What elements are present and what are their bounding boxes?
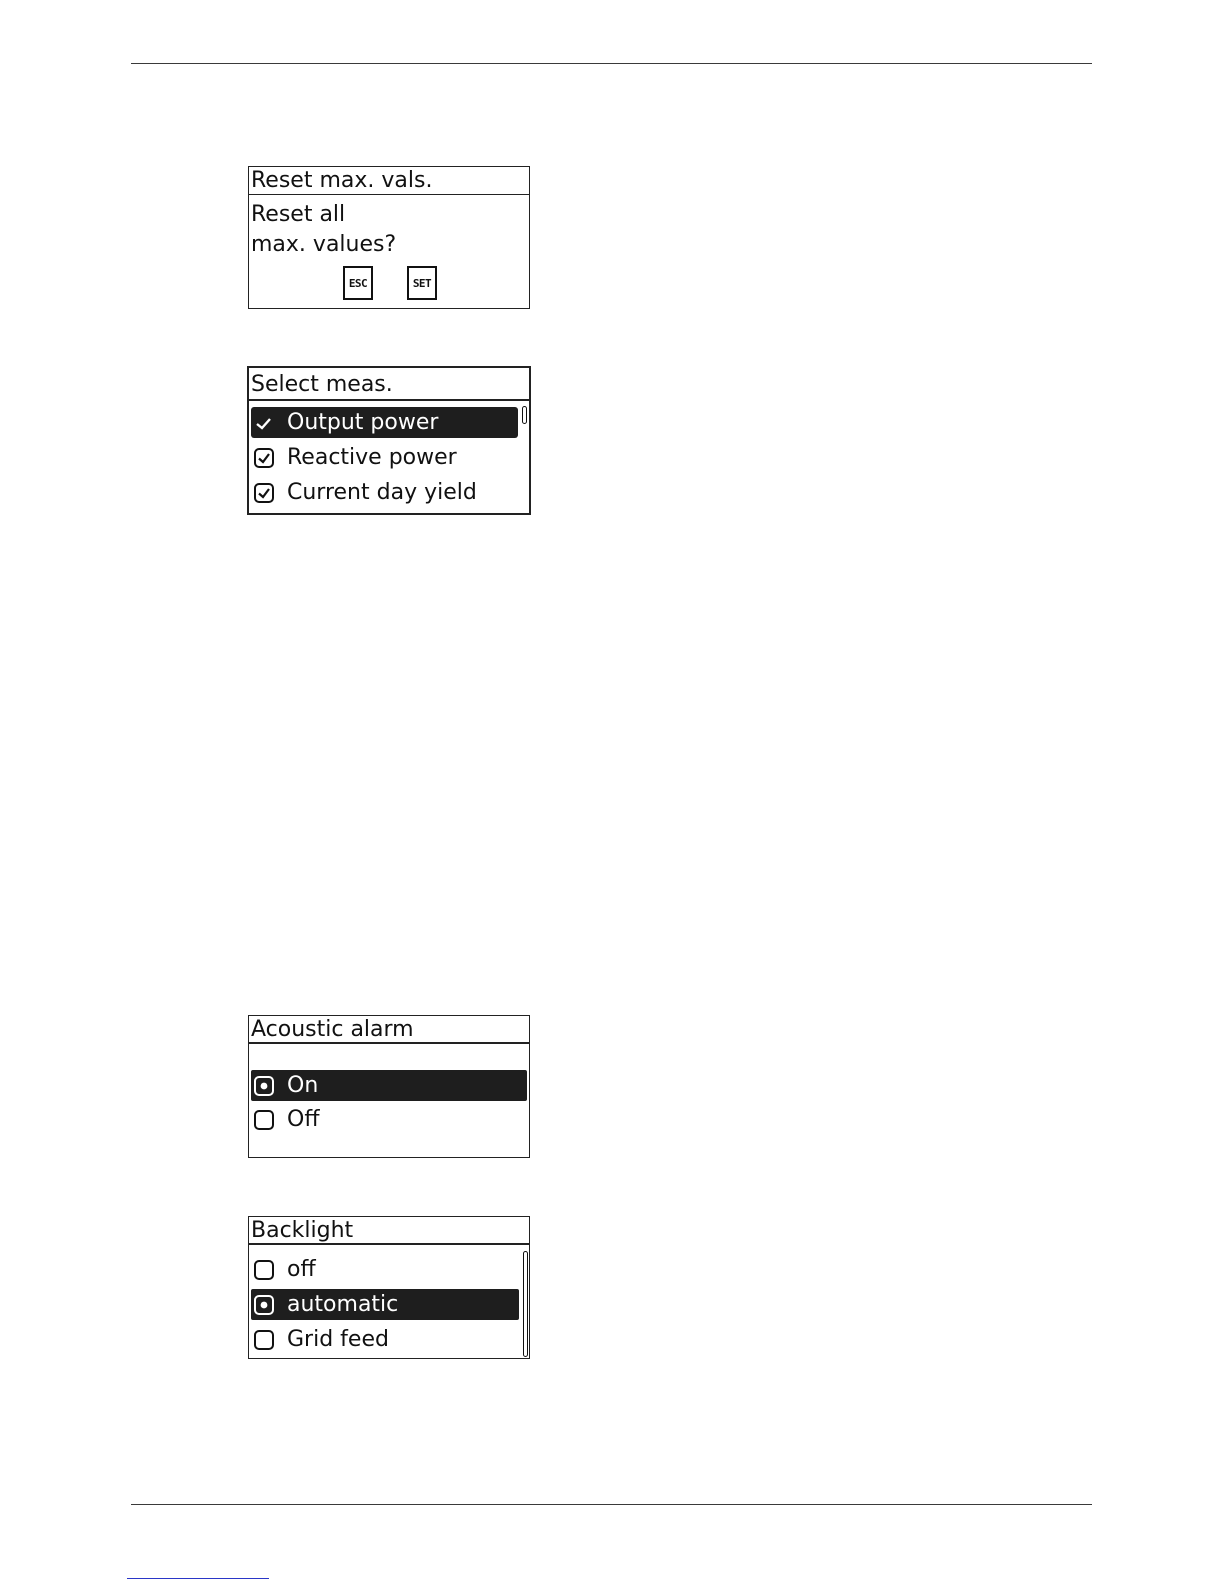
option-grid-feed[interactable] (251, 1324, 519, 1355)
header-rule (131, 63, 1092, 64)
radio-unselected-icon (253, 1109, 275, 1131)
radio-selected-icon (253, 1294, 275, 1316)
prompt-line-1: Reset all (251, 202, 346, 227)
option-label: automatic (287, 1292, 399, 1317)
radio-unselected-icon (253, 1259, 275, 1281)
option-label: Grid feed (287, 1327, 389, 1352)
prompt-line-2: max. values? (251, 232, 397, 257)
select-measurement-screen (247, 366, 531, 515)
scrollbar[interactable] (523, 1251, 528, 1357)
footer-rule (131, 1504, 1092, 1505)
list-item-label: Current day yield (287, 480, 477, 505)
option-label: Off (287, 1107, 320, 1132)
footer-link-underline (127, 1578, 269, 1579)
list-item-reactive-power[interactable] (251, 442, 518, 473)
acoustic-alarm-screen (248, 1015, 530, 1158)
scrollbar[interactable] (522, 406, 527, 424)
checkbox-checked-icon[interactable] (253, 482, 275, 504)
checkbox-checked-icon[interactable] (253, 447, 275, 469)
list-item-label: Reactive power (287, 445, 457, 470)
checkmark-icon (253, 412, 275, 434)
option-off[interactable] (251, 1104, 527, 1135)
option-automatic[interactable] (251, 1289, 519, 1320)
backlight-screen (248, 1216, 530, 1359)
list-item-label: Output power (287, 410, 439, 435)
screen-title: Acoustic alarm (249, 1016, 529, 1044)
esc-button[interactable]: ESC (343, 266, 373, 300)
screen-title: Backlight (249, 1217, 529, 1245)
list-item-output-power[interactable] (251, 407, 518, 438)
reset-max-values-screen (248, 166, 530, 309)
list-item-current-day-yield[interactable] (251, 477, 518, 508)
option-on[interactable] (251, 1070, 527, 1101)
option-label: On (287, 1073, 319, 1098)
screen-title: Select meas. (249, 368, 529, 401)
radio-unselected-icon (253, 1329, 275, 1351)
option-off[interactable] (251, 1254, 519, 1285)
set-button[interactable]: SET (407, 266, 437, 300)
screen-title: Reset max. vals. (249, 167, 529, 195)
option-label: off (287, 1257, 316, 1282)
radio-selected-icon (253, 1075, 275, 1097)
